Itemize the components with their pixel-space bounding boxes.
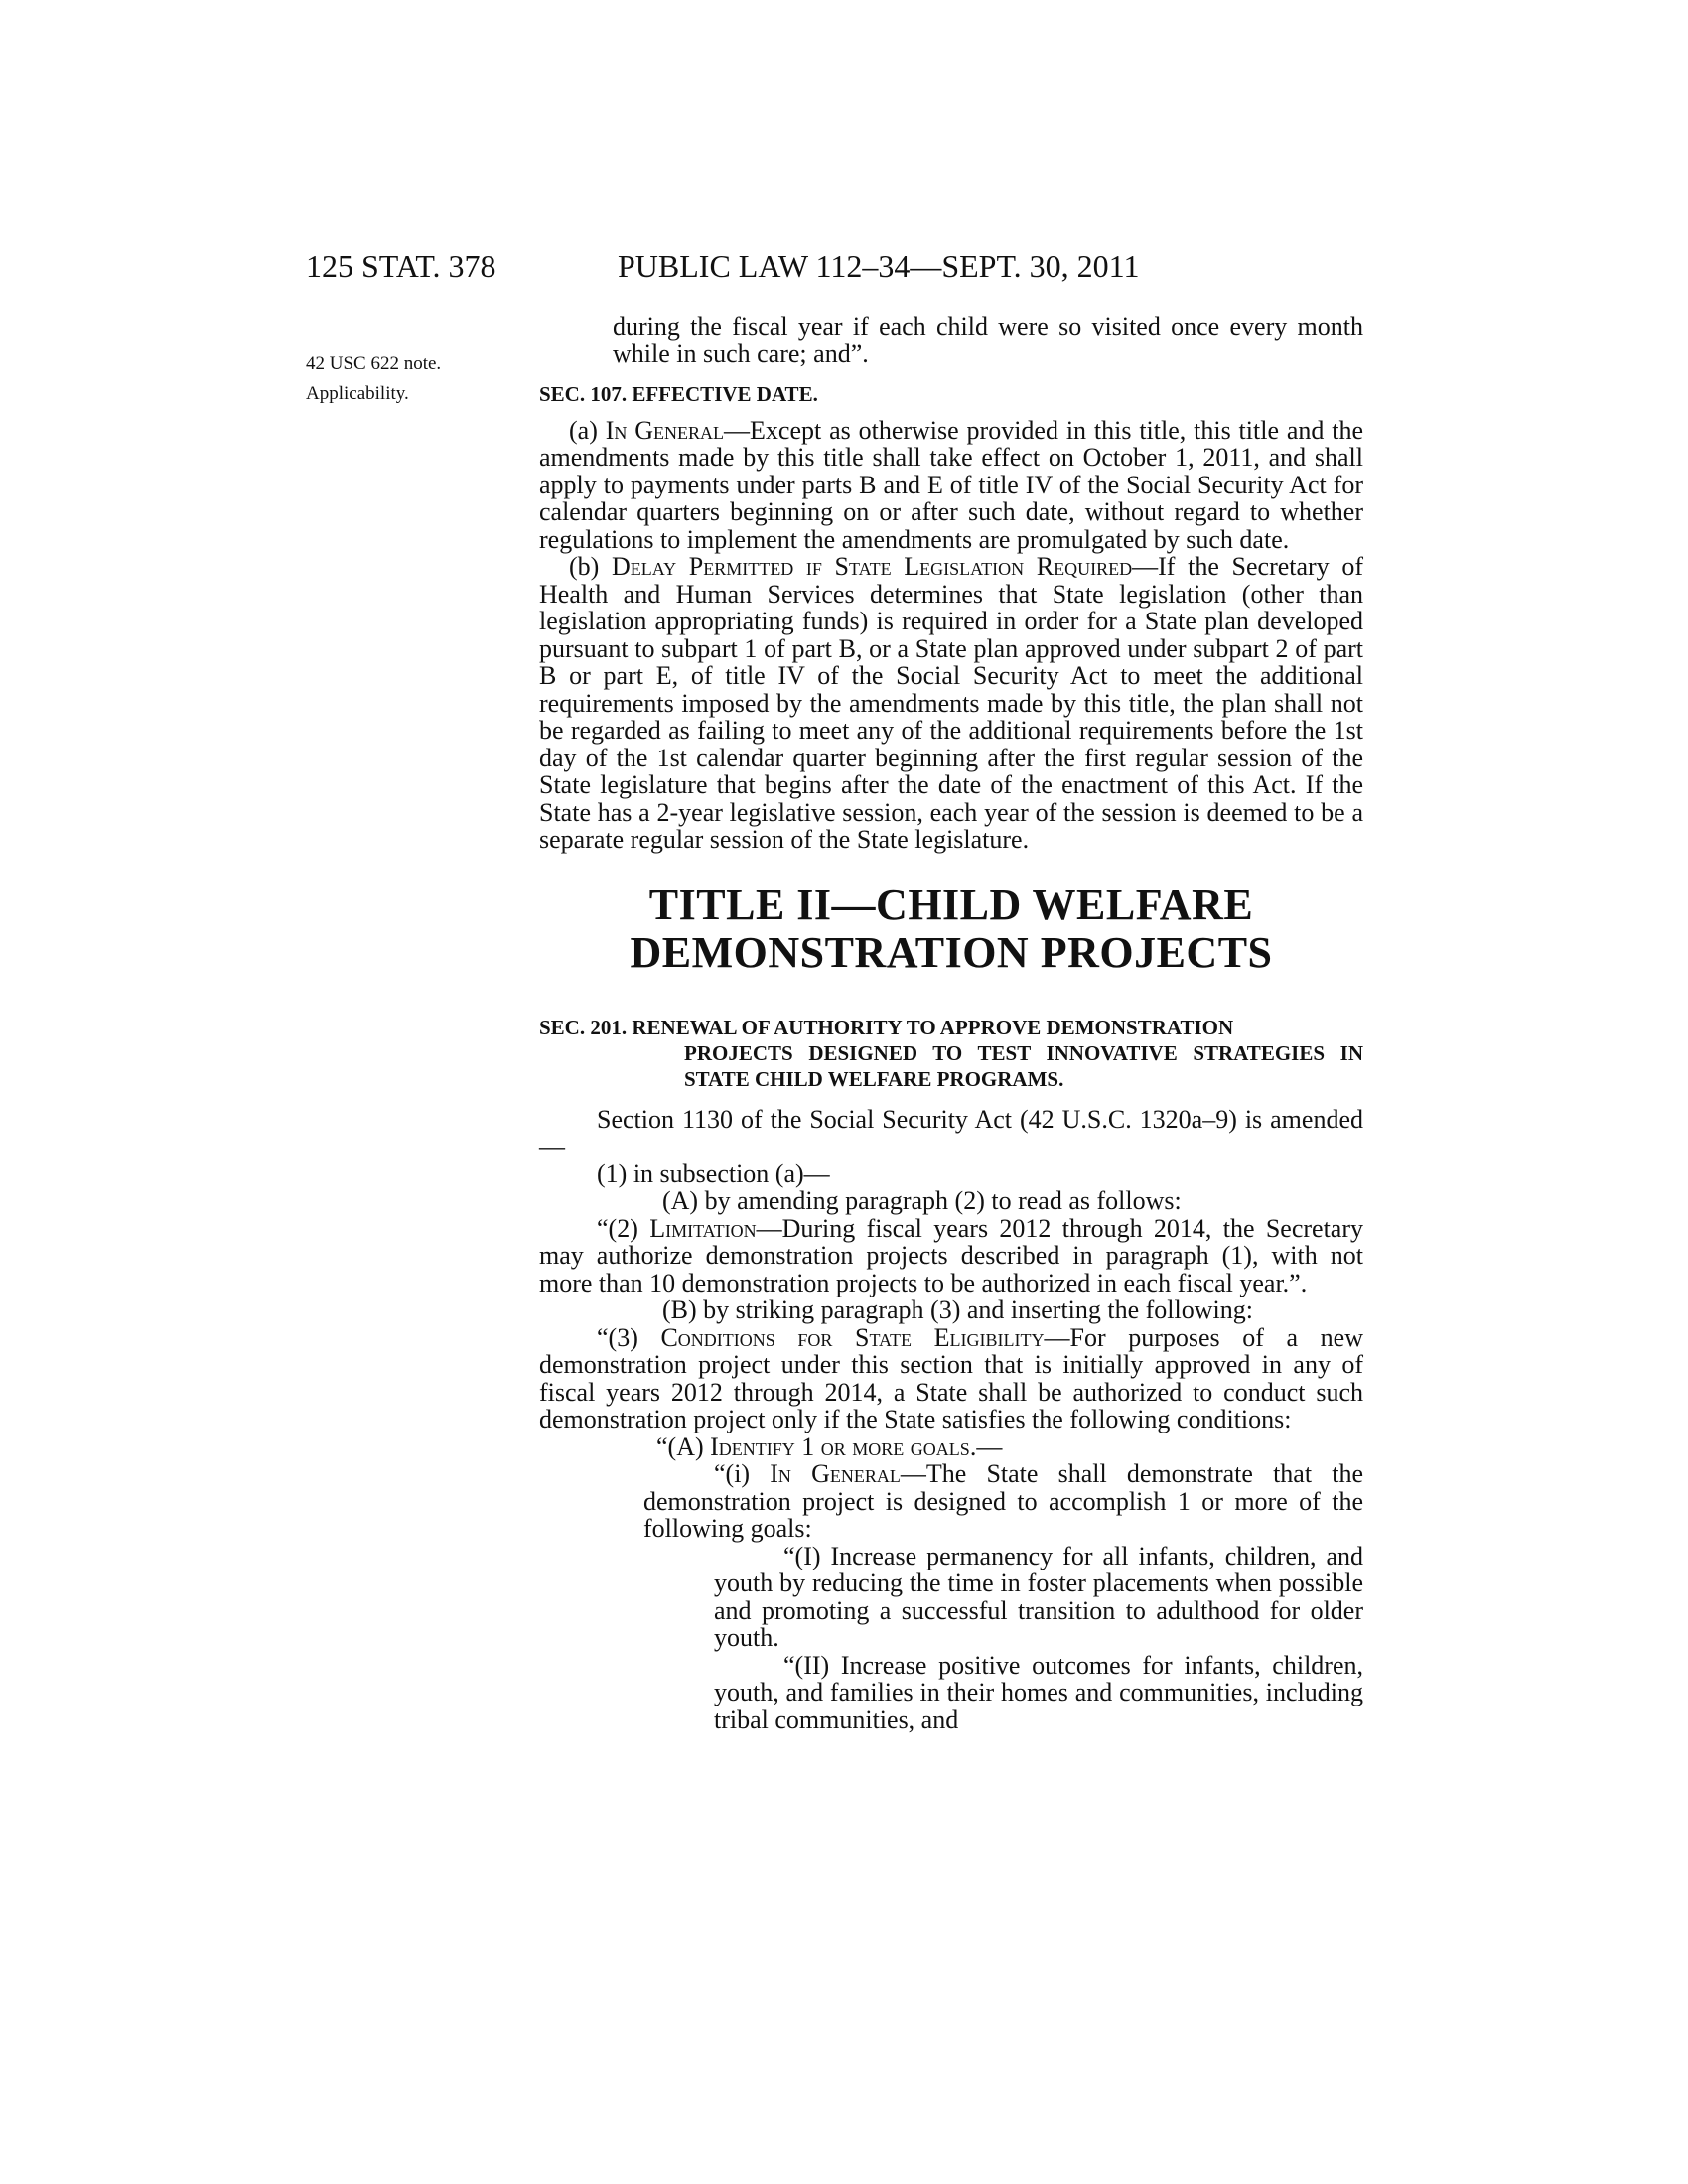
subsection-b: (b) Delay Permitted if State Legislation Required—If the Secretary of Health and Human Services determines that State legislation (other than legislation appropriating funds) is required in order for a State plan developed pursuant to subpart 1 of part B, or a State plan approved under subpart 2 of part B or part E, of title IV of the Social Security Act to meet the additional requirements imposed by the amendments made by this title, the plan shall not be regarded as failing to meet any of the additional requirements before the 1st day of the 1st calendar quarter beginning after the first regular session of the State legislature that begins after the date of the enactment of this Act. If the State has a 2-year legislative session, each year of the session is deemed to be a separate regular session of the State legislature. xyxy=(539,552,1364,854)
subsection-a: (a) In General—Except as otherwise provided in this title, this title and the amendments made by this title shall take effect on October 1, 2011, and shall apply to payments under parts B and E of title IV of the Social Security Act for calendar quarters beginning on or after such date, without regard to whether regulations to implement the amendments are promulgated by such date. xyxy=(539,415,1364,554)
clause-i-heading: In General xyxy=(770,1459,901,1488)
main-text-column xyxy=(539,313,1363,1733)
carryover-paragraph: during the fiscal year if each child were so visited once every month while in such care; and”. xyxy=(613,312,1363,368)
section-107-heading: SEC. 107. EFFECTIVE DATE. xyxy=(539,382,818,406)
section-201-heading: SEC. 201. RENEWAL OF AUTHORITY TO APPROVE DEMONSTRATION PROJECTS DESIGNED TO TEST INNOVATIVE STRATEGIES IN STATE CHILD WELFARE PROGRAMS. xyxy=(539,1015,1363,1091)
goal-I: “(I) Increase permanency for all infants, children, and youth by reducing the time in foster placements when possible and promoting a successful transition to adulthood for older youth. xyxy=(714,1541,1363,1652)
margin-note-applicability: Applicability. xyxy=(306,383,409,404)
clause-i: “(i) In General—The State shall demonstrate that the demonstration project is designed to accomplish 1 or more of the following goals: xyxy=(643,1459,1363,1543)
clause-A: “(A) Identify 1 or more goals.— xyxy=(656,1432,1003,1461)
conditions-heading: Conditions for State Eligibility xyxy=(660,1322,1045,1352)
subsection-b-heading: Delay Permitted if State Legislation Required xyxy=(612,552,1133,581)
margin-note-usc: 42 USC 622 note. xyxy=(306,353,442,374)
subsection-a-heading: In General xyxy=(605,415,725,445)
subparagraph-A: (A) by amending paragraph (2) to read as follows: xyxy=(662,1186,1182,1215)
goal-II: “(II) Increase positive outcomes for infants, children, youth, and families in their homes and communities, including tribal communities, and xyxy=(714,1650,1363,1734)
page-stat-citation: 125 STAT. 378 xyxy=(306,248,496,284)
subparagraph-B: (B) by striking paragraph (3) and inserting the following: xyxy=(662,1296,1253,1324)
clause-A-heading: Identify 1 or more goals xyxy=(710,1432,970,1461)
limitation-paragraph: “(2) Limitation—During fiscal years 2012 through 2014, the Secretary may authorize demonstration projects described in paragraph (1), with not more than 10 demonstration projects to be authorized in each fiscal year.”. xyxy=(539,1213,1364,1297)
paragraph-1: (1) in subsection (a)— xyxy=(597,1159,830,1188)
conditions-paragraph: “(3) Conditions for State Eligibility—For purposes of a new demonstration project under this section that is initially approved in any of fiscal years 2012 through 2014, a State shall be authorized to conduct such demonstration project only if the State satisfies the following conditions: xyxy=(539,1322,1363,1433)
running-header: PUBLIC LAW 112–34—SEPT. 30, 2011 xyxy=(618,248,1140,284)
amendment-intro: Section 1130 of the Social Security Act (42 U.S.C. 1320a–9) is amended— xyxy=(539,1104,1363,1160)
limitation-heading: Limitation xyxy=(649,1213,757,1243)
title-heading: TITLE II—CHILD WELFARE DEMONSTRATION PROJECTS xyxy=(630,880,1273,977)
